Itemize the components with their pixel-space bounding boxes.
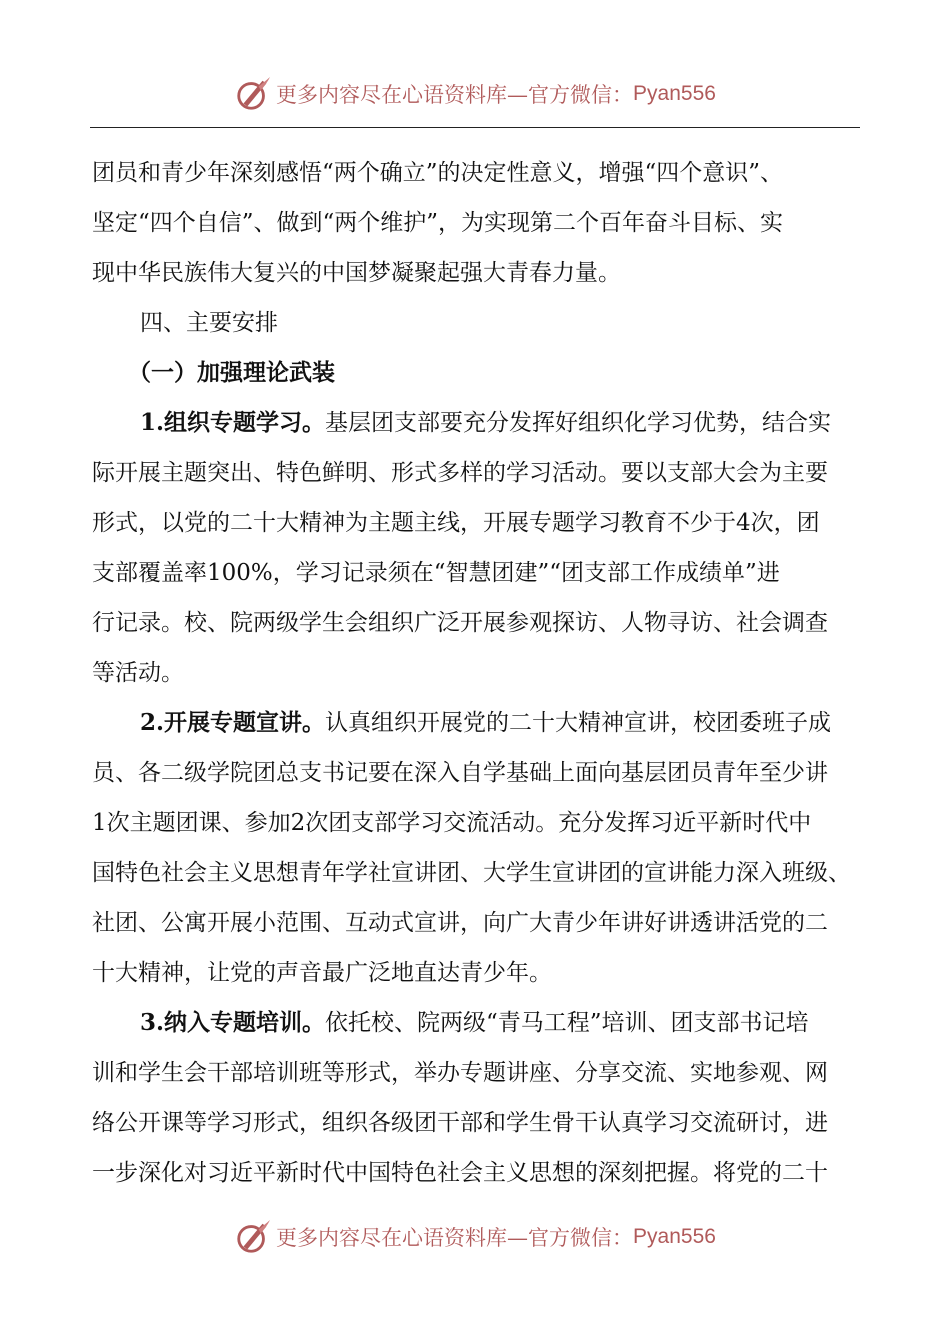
paragraph-line: 十大精神，让党的声音最广泛地直达青少年。 xyxy=(92,960,552,986)
footer-wechat-id: Pyan556 xyxy=(633,1225,716,1248)
item3-first-text: 依托校、院两级“青马工程”培训、团支部书记培 xyxy=(325,1010,809,1036)
paragraph-line: 1次主题团课、参加2次团支部学习交流活动。充分发挥习近平新时代中 xyxy=(92,810,812,836)
item1-title: 1.组织专题学习。 xyxy=(140,409,326,436)
quill-logo-icon xyxy=(234,75,272,113)
section-heading: 四、主要安排 xyxy=(140,310,278,336)
item3-title: 3.纳入专题培训。 xyxy=(140,1009,326,1036)
paragraph-line: 支部覆盖率100%，学习记录须在“智慧团建”“团支部工作成绩单”进 xyxy=(92,560,780,586)
paragraph-line: 员、各二级学院团总支书记要在深入自学基础上面向基层团员青年至少讲 xyxy=(92,760,828,786)
item1-first-text: 基层团支部要充分发挥好组织化学习优势，结合实 xyxy=(325,410,832,436)
paragraph-line: 国特色社会主义思想青年学社宣讲团、大学生宣讲团的宣讲能力深入班级、 xyxy=(92,860,851,886)
footer-banner xyxy=(0,1217,950,1257)
header-banner-text: 更多内容尽在心语资料库—官方微信： xyxy=(276,83,634,107)
paragraph-line: 行记录。校、院两级学生会组织广泛开展参观探访、人物寻访、社会调查 xyxy=(92,610,828,636)
paragraph-line: 一步深化对习近平新时代中国特色社会主义思想的深刻把握。将党的二十 xyxy=(92,1160,828,1186)
paragraph-line: 形式，以党的二十大精神为主题主线，开展专题学习教育不少于4次，团 xyxy=(92,510,820,536)
paragraph-line: 际开展主题突出、特色鲜明、形式多样的学习活动。要以支部大会为主要 xyxy=(92,460,828,486)
paragraph-line: 训和学生会干部培训班等形式，举办专题讲座、分享交流、实地参观、网 xyxy=(92,1060,828,1086)
footer-banner-text: 更多内容尽在心语资料库—官方微信： xyxy=(276,1226,634,1250)
header-divider xyxy=(90,127,860,128)
header-banner xyxy=(0,74,950,114)
paragraph-line: 络公开课等学习形式，组织各级团干部和学生骨干认真学习交流研讨，进 xyxy=(92,1110,828,1136)
quill-logo-icon xyxy=(234,1218,272,1256)
item1-first-line xyxy=(92,398,862,448)
item2-title: 2.开展专题宣讲。 xyxy=(140,709,326,736)
item2-first-line xyxy=(92,698,862,748)
item2-first-text: 认真组织开展党的二十大精神宣讲，校团委班子成 xyxy=(325,710,832,736)
header-wechat-id: Pyan556 xyxy=(633,82,716,105)
paragraph-line: 团员和青少年深刻感悟“两个确立”的决定性意义，增强“四个意识”、 xyxy=(92,160,784,186)
paragraph-line: 等活动。 xyxy=(92,660,184,686)
paragraph-line: 现中华民族伟大复兴的中国梦凝聚起强大青春力量。 xyxy=(92,260,621,286)
document-body xyxy=(92,148,862,1198)
paragraph-line: 坚定“四个自信”、做到“两个维护”，为实现第二个百年奋斗目标、实 xyxy=(92,210,784,236)
paragraph-line: 社团、公寓开展小范围、互动式宣讲，向广大青少年讲好讲透讲活党的二 xyxy=(92,910,828,936)
sub-heading: （一）加强理论武装 xyxy=(128,359,335,386)
item3-first-line xyxy=(92,998,862,1048)
